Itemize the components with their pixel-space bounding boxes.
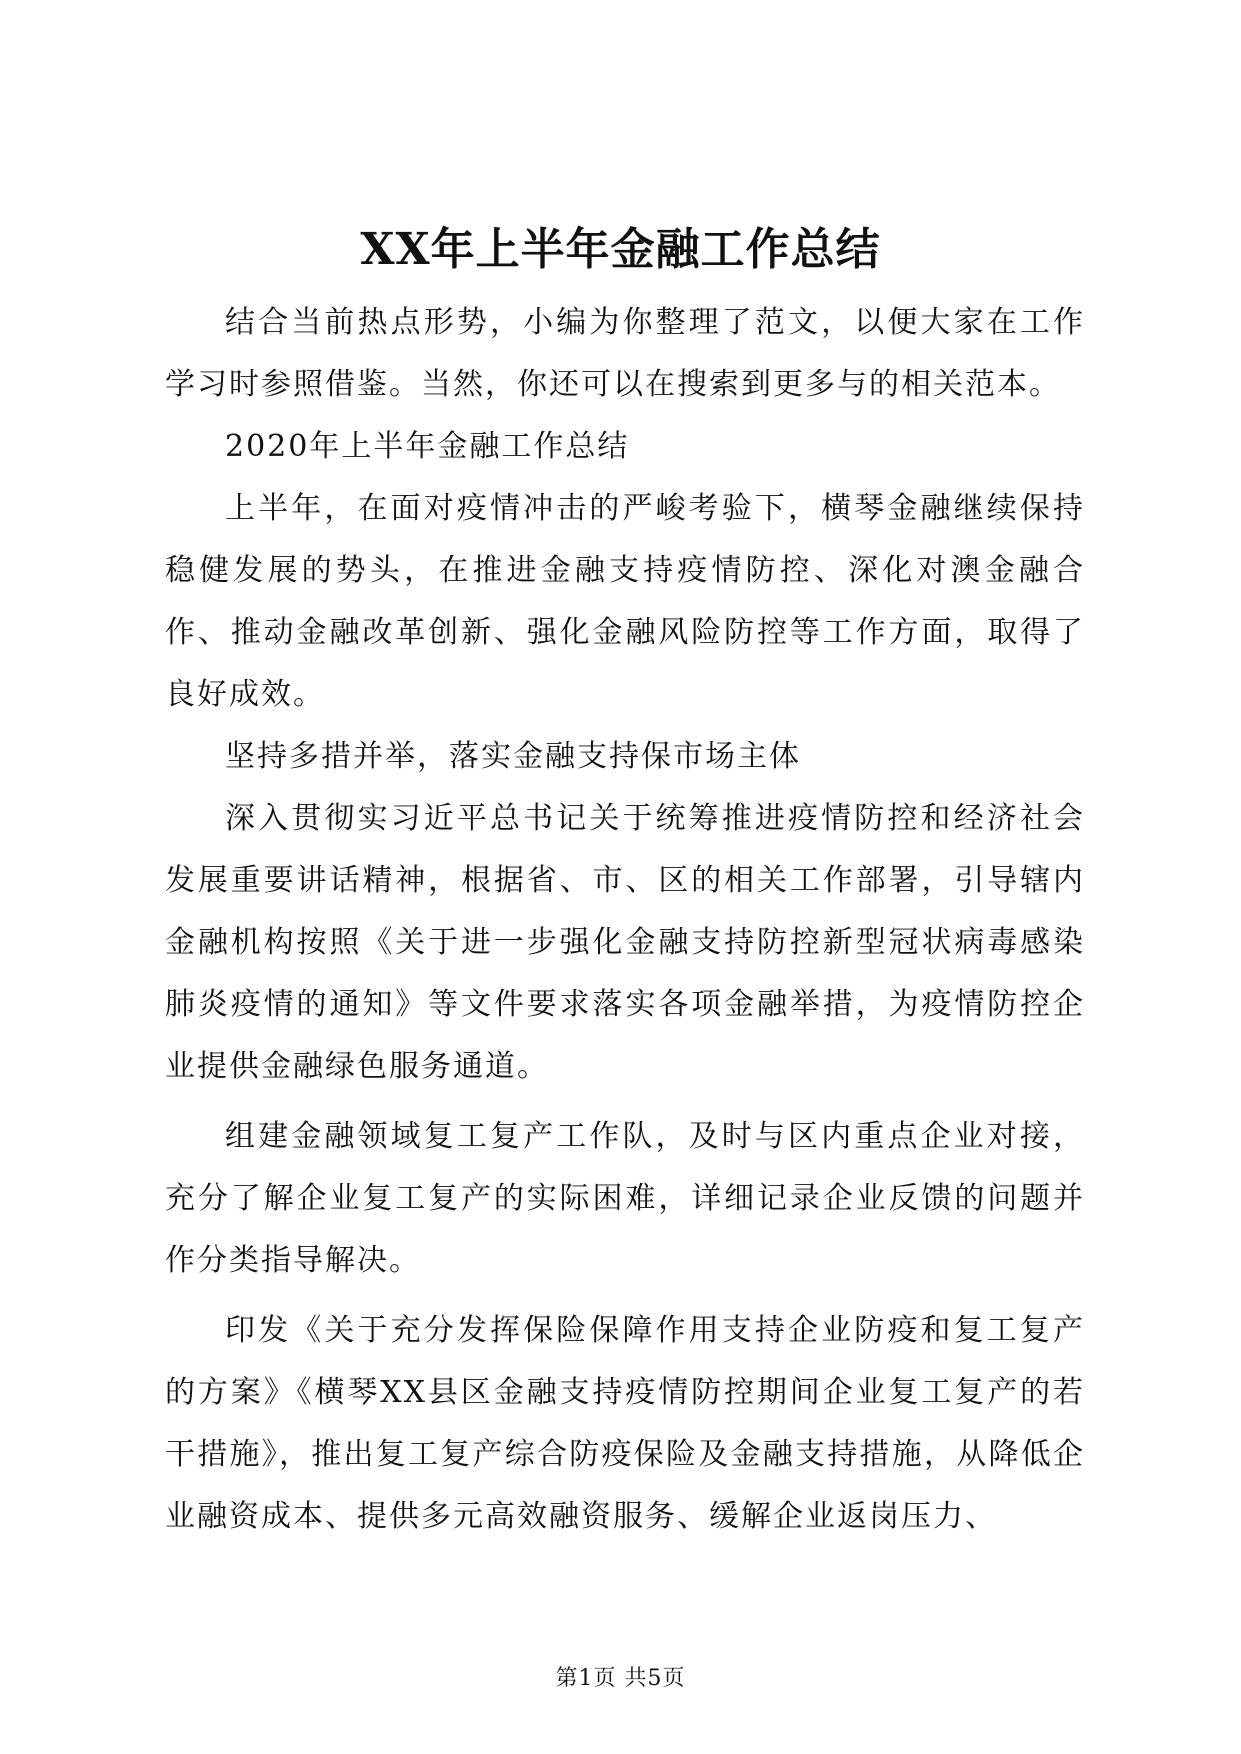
body-paragraph: 印发《关于充分发挥保险保障作用支持企业防疫和复工复产的方案》《横琴XX县区金融支持疫情防控期间企业复工复产的若干措施》，推出复工复产综合防疫保险及金融支持措施，从降低企业融资成本、提供多元高效融资服务、缓解企业返岗压力、	[165, 1313, 1085, 1534]
body-paragraph: 组建金融领域复工复产工作队，及时与区内重点企业对接，充分了解企业复工复产的实际困难，详细记录企业反馈的问题并作分类指导解决。	[165, 1119, 1085, 1278]
body-paragraph: 深入贯彻实习近平总书记关于统筹推进疫情防控和经济社会发展重要讲话精神，根据省、市、区的相关工作部署，引导辖内金融机构按照《关于进一步强化金融支持防控新型冠状病毒感染肺炎疫情的通知》等文件要求落实各项金融举措，为疫情防控企业提供金融绿色服务通道。	[165, 801, 1085, 1084]
page-number: 第1页 共5页	[555, 1666, 686, 1691]
intro-paragraph: 结合当前热点形势，小编为你整理了范文，以便大家在工作学习时参照借鉴。当然，你还可以在搜索到更多与的相关范本。	[165, 305, 1085, 402]
page-footer	[0, 1664, 1241, 1694]
overview-paragraph: 上半年，在面对疫情冲击的严峻考验下，横琴金融继续保持稳健发展的势头，在推进金融支持疫情防控、深化对澳金融合作、推动金融改革创新、强化金融风险防控等工作方面，取得了良好成效。	[165, 491, 1085, 712]
section-heading: 坚持多措并举，落实金融支持保市场主体	[225, 739, 801, 774]
document-body	[165, 292, 1085, 1548]
document-title: XX年上半年金融工作总结	[360, 224, 881, 275]
subtitle-paragraph: 2020年上半年金融工作总结	[225, 429, 630, 464]
